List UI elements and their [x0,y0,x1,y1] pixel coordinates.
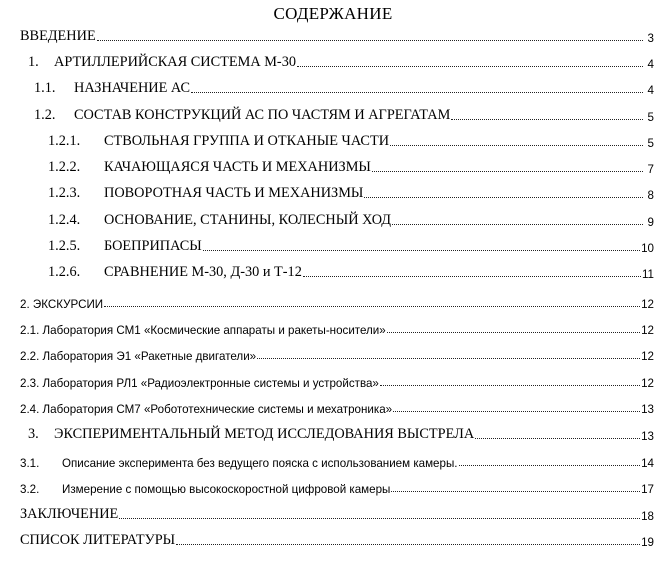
toc-entry-title: ЭКСПЕРИМЕНТАЛЬНЫЙ МЕТОД ИССЛЕДОВАНИЯ ВЫСТРЕЛА [54,426,475,442]
toc-entry-title: КАЧАЮЩАЯСЯ ЧАСТЬ И МЕХАНИЗМЫ [104,159,371,175]
toc-page-number: 13 [641,403,654,416]
dot-leader [475,438,640,439]
toc-page-number: 18 [641,510,654,523]
toc-entry-section-1-2-2[interactable] [48,158,654,176]
toc-entry-section-1-2-4[interactable] [48,211,654,229]
toc-entry-section-1-2[interactable] [34,106,654,124]
dot-leader [451,119,643,120]
toc-entry-title: 2.1. Лаборатория СМ1 «Космические аппараты и ракеты-носители» [20,324,386,337]
toc-entry-title: ПОВОРОТНАЯ ЧАСТЬ И МЕХАНИЗМЫ [104,185,364,201]
toc-entry-title: СРАВНЕНИЕ М-30, Д-30 и Т-12 [104,264,302,280]
dot-leader [392,224,643,225]
toc-entry-section-1-2-1[interactable] [48,132,654,150]
toc-entry-section-3-2[interactable] [20,478,654,496]
toc-page-number: 11 [641,268,654,281]
toc-entry-number: 3.2. [20,483,40,496]
dot-leader [387,332,640,333]
toc-entry-section-1-2-6[interactable] [48,263,654,281]
toc-entry-number: 1.1. [34,80,56,96]
toc-page-number: 4 [647,84,654,97]
toc-entry-number: 1.2.3. [48,185,81,201]
toc-entry-section-2[interactable] [20,293,654,311]
toc-entry-section-1-2-5[interactable] [48,237,654,255]
toc-entry-title: ЗАКЛЮЧЕНИЕ [20,506,119,522]
dot-leader [176,544,640,545]
toc-entry-title: БОЕПРИПАСЫ [104,238,202,254]
toc-page-number: 19 [641,536,654,549]
toc-entry-section-3[interactable] [20,425,654,443]
toc-page-number: 12 [641,377,654,390]
toc-entry-number: 1.2.6. [48,264,81,280]
dot-leader [203,250,640,251]
toc-page-number: 4 [647,58,654,71]
toc-entry-section-2-2[interactable] [20,345,654,363]
toc-entry-title: СТВОЛЬНАЯ ГРУППА И ОТКАНЫЕ ЧАСТИ [104,133,390,149]
toc-entry-section-2-3[interactable] [20,372,654,390]
dot-leader [391,491,640,492]
toc-entry-number: 1.2.4. [48,212,81,228]
toc-entry-title: АРТИЛЛЕРИЙСКАЯ СИСТЕМА М-30 [54,54,296,70]
toc-entry-title: ОСНОВАНИЕ, СТАНИНЫ, КОЛЕСНЫЙ ХОД [104,212,392,228]
dot-leader [119,518,640,519]
toc-entry-number: 1. [28,54,39,70]
toc-page-number: 5 [647,111,654,124]
dot-leader [459,465,641,466]
dot-leader [390,145,643,146]
toc-entry-section-1-2-3[interactable] [48,184,654,202]
toc-page-number: 9 [647,216,654,229]
dot-leader [297,66,643,67]
dot-leader [303,276,641,277]
dot-leader [104,306,640,307]
toc-page-number: 10 [641,242,654,255]
dot-leader [380,385,640,386]
toc-entry-title: Измерение с помощью высокоскоростной цифровой камеры [62,483,391,496]
toc-entry-title: НАЗНАЧЕНИЕ АС [74,80,191,96]
dot-leader [97,40,643,41]
toc-entry-section-1[interactable] [20,53,654,71]
toc-entry-title: СПИСОК ЛИТЕРАТУРЫ [20,532,176,548]
toc-entry-number: 1.2.2. [48,159,81,175]
toc-page-number: 12 [641,298,654,311]
page-title: СОДЕРЖАНИЕ [273,4,393,23]
toc-page-number: 14 [641,457,654,470]
toc-entry-title: СОСТАВ КОНСТРУКЦИЙ АС ПО ЧАСТЯМ И АГРЕГАТАМ [74,107,451,123]
toc-entry-title: 2. ЭКСКУРСИИ [20,298,104,311]
toc-entry-title: 2.2. Лаборатория Э1 «Ракетные двигатели» [20,350,257,363]
toc-entry-title: 2.4. Лаборатория СМ7 «Робототехнические системы и мехатроника» [20,403,393,416]
toc-page-number: 7 [647,163,654,176]
toc-page-number: 5 [647,137,654,150]
dot-leader [393,411,640,412]
toc-entry-number: 1.2.1. [48,133,81,149]
toc-entry-title: ВВЕДЕНИЕ [20,28,96,44]
toc-entry-section-1-1[interactable] [34,79,654,97]
toc-page-number: 8 [647,189,654,202]
dot-leader [191,92,643,93]
toc-entry-number: 3.1. [20,457,40,470]
toc-entry-introduction[interactable] [20,27,654,45]
toc-entry-number: 1.2.5. [48,238,81,254]
toc-entry-title: 2.3. Лаборатория РЛ1 «Радиоэлектронные системы и устройства» [20,377,379,390]
toc-entry-conclusion[interactable] [20,505,654,523]
toc-page-number: 13 [641,430,654,443]
toc-entry-section-2-4[interactable] [20,398,654,416]
toc-entry-section-3-1[interactable] [20,452,654,470]
dot-leader [364,197,643,198]
toc-page-number: 3 [647,32,654,45]
toc-entry-section-2-1[interactable] [20,319,654,337]
toc-entry-references[interactable] [20,531,654,549]
toc-page-number: 12 [641,350,654,363]
toc-entry-number: 1.2. [34,107,56,123]
toc-page-number: 17 [641,483,654,496]
toc-page-number: 12 [641,324,654,337]
dot-leader [372,171,643,172]
toc-entry-title: Описание эксперимента без ведущего пояска с использованием камеры. [62,457,458,470]
toc-entry-number: 3. [28,426,39,442]
dot-leader [257,358,640,359]
